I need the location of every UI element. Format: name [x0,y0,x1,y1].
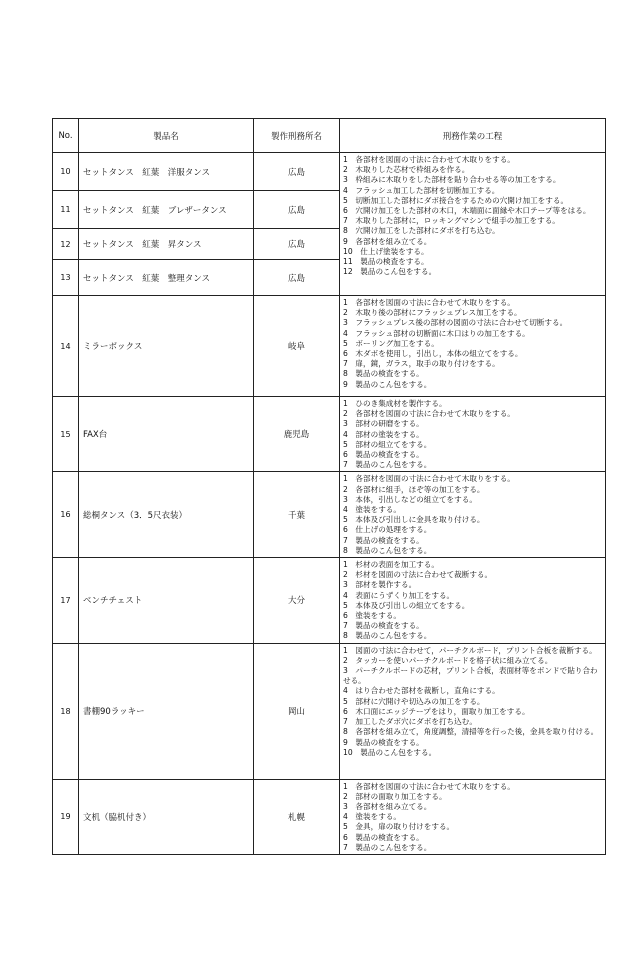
process-step: 1 杉材の表面を加工する。 [343,560,439,570]
process-step: 1 各部材を図面の寸法に合わせて木取りをする。 [343,781,515,791]
row-no: 16 [53,472,79,558]
process-step: 5 本体及び引出しに金具を取り付ける。 [343,515,485,525]
process-step: 3 各部材を組み立てる。 [343,802,432,812]
process-step: 9 製品の検査をする。 [343,737,424,747]
product-name: ミラーボックス [79,296,254,397]
header-no: No. [53,119,79,153]
product-name: 書棚90ラッキー [79,643,254,779]
process-step: 1 各部材を図面の寸法に合わせて木取りをする。 [343,155,515,164]
process-steps [340,397,606,472]
process-step: 5 部材の組立てをする。 [343,439,432,449]
process-step: 11 製品の検査をする。 [343,257,429,267]
process-step: 5 切断加工した部材にダボ接合をするための穴開け加工をする。 [343,195,569,205]
process-step: 8 穴開け加工をした部材にダボを打ち込む。 [343,226,500,236]
process-step: 1 各部材を図面の寸法に合わせて木取りをする。 [343,298,515,307]
process-step: 4 はり合わせた部材を裁断し，直角にする。 [343,686,500,696]
process-step: 7 製品のこん包をする。 [343,460,432,470]
process-step: 7 製品の検査をする。 [343,621,424,631]
product-name: ベンチチェスト [79,558,254,644]
header-facility: 製作刑務所名 [254,119,340,153]
product-name: 文机（脇机付き） [79,779,254,854]
header-product: 製品名 [79,119,254,153]
process-step: 8 製品の検査をする。 [343,369,424,379]
facility-name: 広島 [254,191,340,229]
table-row [53,779,606,854]
facility-name: 鹿児島 [254,397,340,472]
process-step: 2 タッカーを使いパーチクルボードを格子状に組み立てる。 [343,655,553,665]
process-step: 5 ボーリング加工をする。 [343,338,439,348]
process-step: 3 本体，引出しなどの組立てをする。 [343,494,477,504]
process-step: 6 塗装をする。 [343,611,401,621]
process-steps [340,472,606,558]
process-steps [340,779,606,854]
process-step: 4 フラッシュ部材の切断面に木口はりの加工をする。 [343,328,530,338]
process-step: 5 本体及び引出しの組立てをする。 [343,600,470,610]
row-no: 15 [53,397,79,472]
facility-name: 広島 [254,260,340,296]
process-steps [340,296,606,397]
table-row [53,558,606,644]
product-name: セットタンス 紅葉 洋服タンス [79,153,254,191]
process-step: 1 各部材を図面の寸法に合わせて木取りをする。 [343,474,515,484]
product-name: FAX台 [79,397,254,472]
process-step: 6 穴開け加工をした部材の木口，木端面に面縁や木口テープ等をはる。 [343,206,591,216]
product-name: セットタンス 紅葉 昇タンス [79,229,254,260]
row-no: 19 [53,779,79,854]
process-step: 2 木取り後の部材にフラッシュプレス加工をする。 [343,308,522,318]
header-process: 刑務作業の工程 [340,119,606,153]
facility-name: 札幌 [254,779,340,854]
table-row [53,296,606,397]
product-name: セットタンス 紅葉 整理タンス [79,260,254,296]
process-step: 7 製品の検査をする。 [343,535,424,545]
process-step: 5 部材に穴開けや切込みの加工をする。 [343,696,485,706]
process-step: 7 製品のこん包をする。 [343,842,432,852]
table-header-row [53,119,606,153]
facility-name: 広島 [254,153,340,191]
facility-name: 岐阜 [254,296,340,397]
process-step: 1 図面の寸法に合わせて，パーチクルボード，プリント合板を裁断する。 [343,645,597,655]
process-step: 8 各部材を組み立て，角度調整，清掃等を行った後，金具を取り付ける。 [343,727,599,737]
process-step: 7 木取りした部材に，ロッキングマシンで組手の加工をする。 [343,216,560,226]
process-step: 6 製品の検査をする。 [343,832,424,842]
process-step: 2 各部材に組手，ほぞ等の加工をする。 [343,484,485,494]
process-step: 4 塗装をする。 [343,505,401,515]
table-row [53,153,606,191]
table-row [53,397,606,472]
process-step: 2 木取りした芯材で枠組みを作る。 [343,165,470,175]
process-steps [340,643,606,779]
process-step: 12 製品のこん包をする。 [343,267,437,277]
process-step: 2 部材の面取り加工をする。 [343,791,447,801]
facility-name: 千葉 [254,472,340,558]
row-no: 14 [53,296,79,397]
row-no: 18 [53,643,79,779]
process-step: 3 フラッシュプレス後の部材の図面の寸法に合わせて切断する。 [343,318,568,328]
process-step: 2 各部材を図面の寸法に合わせて木取りをする。 [343,409,515,419]
facility-name: 大分 [254,558,340,644]
process-step: 7 加工したダボ穴にダボを打ち込む。 [343,717,477,727]
process-table [52,118,606,855]
product-name: セットタンス 紅葉 ブレザータンス [79,191,254,229]
process-step: 7 扉，鏡，ガラス，取手の取り付けをする。 [343,359,500,369]
table-row [53,472,606,558]
process-step: 6 木ダボを使用し，引出し，本体の組立てをする。 [343,349,523,359]
row-no: 10 [53,153,79,191]
row-no: 17 [53,558,79,644]
table-row [53,643,606,779]
process-step: 9 各部材を組み立てる。 [343,236,432,246]
row-no: 13 [53,260,79,296]
process-step: 3 部材を製作する。 [343,580,417,590]
process-steps-sets [340,153,606,296]
process-step: 6 製品の検査をする。 [343,450,424,460]
process-step: 9 製品のこん包をする。 [343,379,432,389]
process-step: 3 枠組みに木取りをした部材を貼り合わせる等の加工をする。 [343,175,561,185]
row-no: 12 [53,229,79,260]
process-step: 6 木口面にエッジテープをはり，面取り加工をする。 [343,706,530,716]
process-step: 3 部材の研磨をする。 [343,419,424,429]
facility-name: 広島 [254,229,340,260]
facility-name: 岡山 [254,643,340,779]
process-step: 10 仕上げ塗装をする。 [343,246,429,256]
process-step: 4 フラッシュ加工した部材を切断加工する。 [343,185,500,195]
process-step: 5 金具，扉の取り付けをする。 [343,822,455,832]
row-no: 11 [53,191,79,229]
process-step: 10 製品のこん包をする。 [343,747,437,757]
process-step: 4 表面にうずくり加工をする。 [343,590,455,600]
process-step: 8 製品のこん包をする。 [343,631,432,641]
process-step: 3 パーチクルボードの芯材，プリント合板，表面材等をボンドで貼り合わせる。 [343,666,598,686]
process-step: 4 部材の塗装をする。 [343,429,424,439]
product-name: 総桐タンス（3．5尺衣装） [79,472,254,558]
process-step: 4 塗装をする。 [343,812,401,822]
process-step: 1 ひのき集成材を製作する。 [343,399,447,408]
process-steps [340,558,606,644]
process-step: 6 仕上げの処理をする。 [343,525,432,535]
process-step: 2 杉材を図面の寸法に合わせて裁断する。 [343,570,493,580]
process-step: 8 製品のこん包をする。 [343,545,432,555]
